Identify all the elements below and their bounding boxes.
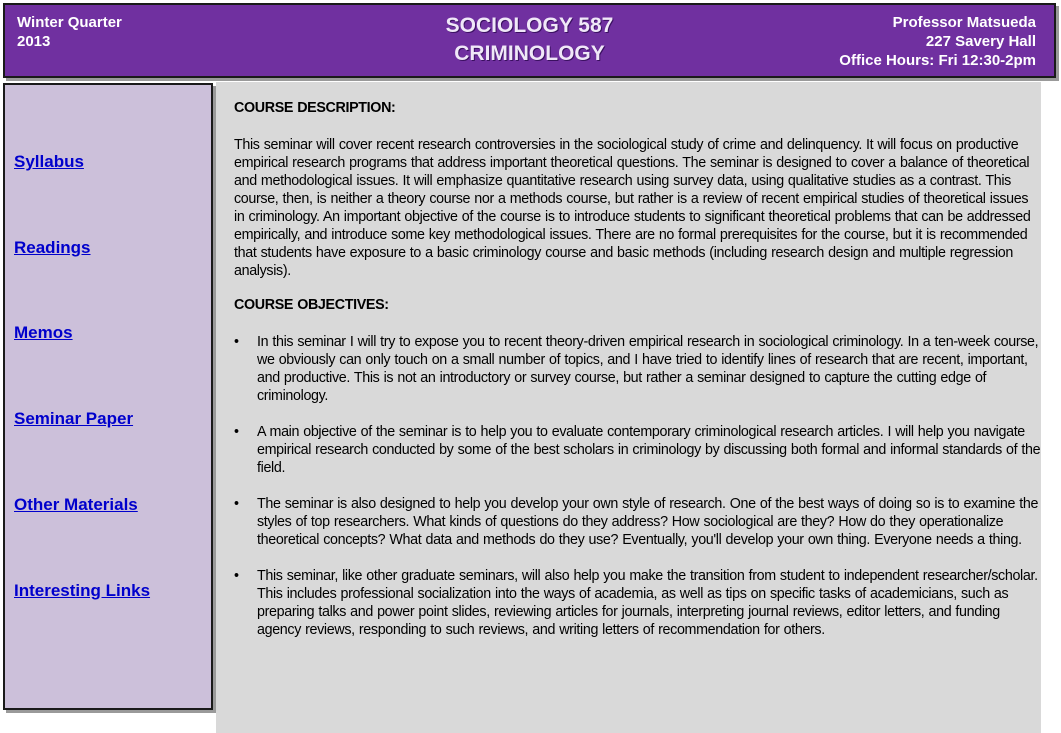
bullet-icon: • (234, 334, 239, 350)
sidebar-item-syllabus[interactable]: Syllabus (14, 152, 84, 171)
objective-text: The seminar is also designed to help you develop your own style of research. One of the best ways of doing so is to examine the styles of top researchers. What kinds of questions do they address? How sociological are they? How do they operationalize theoretical concepts? What data and methods do they use? Eventually, you'll develop your own thing. Everyone needs a thing. (257, 496, 1039, 548)
objectives-list (234, 333, 1041, 639)
list-item (234, 333, 1041, 405)
list-item (234, 423, 1041, 477)
course-number: SOCIOLOGY 587 (445, 14, 614, 37)
professor-name: Professor Matsueda (892, 14, 1036, 31)
main-content (216, 82, 1041, 733)
office-hours: Office Hours: Fri 12:30-2pm (839, 52, 1036, 69)
course-objectives-heading: COURSE OBJECTIVES: (234, 297, 389, 313)
sidebar-nav (3, 83, 213, 710)
bullet-icon: • (234, 424, 239, 440)
list-item (234, 567, 1041, 639)
term-quarter: Winter Quarter (17, 14, 122, 31)
course-description-text: This seminar will cover recent research controversies in the sociological study of crime and delinquency. It will focus on productive empirical research programs that address important theoretical questions. The seminar is designed to cover a balance of theoretical and methodological issues. It will emphasize quantitative research using survey data, using qualitative studies as a contrast. This course, then, is neither a theory course nor a methods course, but rather is a review of recent empirical studies of theoretical issues in criminology. An important objective of the course is to introduce students to significant theoretical problems that can be addressed empirically, and introduce some key methodological issues. There are no formal prerequisites for the course, but it is recommended that students have exposure to a basic criminology course and basic methods (including research design and multiple regression analysis). (234, 137, 1031, 279)
course-description-heading: COURSE DESCRIPTION: (234, 100, 396, 116)
sidebar-item-other-materials[interactable]: Other Materials (14, 495, 138, 514)
sidebar-item-seminar-paper[interactable]: Seminar Paper (14, 409, 134, 428)
term-year: 2013 (17, 33, 51, 50)
objective-text: This seminar, like other graduate seminars, will also help you make the transition from student to independent researcher/scholar. This includes professional socialization into the ways of academia, as well as tips on specific tasks of academicians, such as preparing talks and power point slides, reviewing articles for journals, interpreting journal reviews, editor letters, and funding agency reviews, responding to such reviews, and writing letters of recommendation for others. (257, 568, 1038, 638)
objective-text: A main objective of the seminar is to help you to evaluate contemporary criminological research articles. I will help you navigate empirical research conducted by some of the best scholars in criminology by discussing both formal and informal standards of the field. (257, 424, 1041, 476)
course-name: CRIMINOLOGY (454, 42, 605, 65)
bullet-icon: • (234, 496, 239, 512)
office-location: 227 Savery Hall (925, 33, 1036, 50)
sidebar-item-memos[interactable]: Memos (14, 323, 73, 342)
list-item (234, 495, 1041, 549)
objective-text: In this seminar I will try to expose you to recent theory-driven empirical research in sociological criminology. In a ten-week course, we obviously can only touch on a small number of topics, and I have tried to identify lines of research that are recent, important, and productive. This is not an introductory or survey course, but rather a seminar designed to capture the cutting edge of criminology. (257, 334, 1039, 404)
instructor-block (839, 13, 1036, 70)
sidebar-item-interesting-links[interactable]: Interesting Links (14, 581, 151, 600)
page-header (3, 3, 1056, 78)
sidebar-item-readings[interactable]: Readings (14, 238, 91, 257)
bullet-icon: • (234, 568, 239, 584)
